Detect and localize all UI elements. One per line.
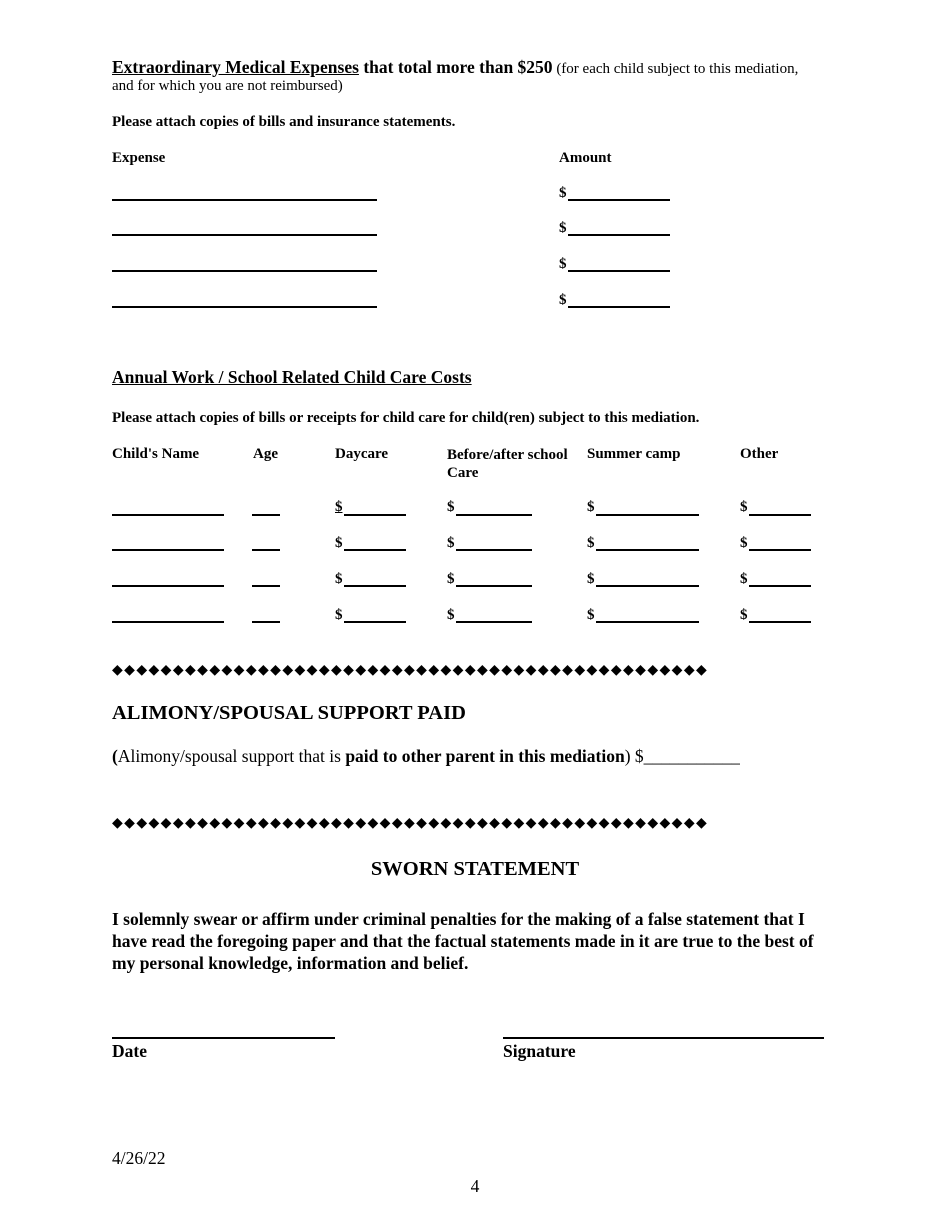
- before-after-field[interactable]: [456, 585, 532, 587]
- other-field[interactable]: [749, 514, 811, 516]
- currency-sign: $: [447, 499, 455, 515]
- amount-field[interactable]: [568, 234, 670, 236]
- currency-sign: $: [335, 607, 343, 623]
- currency-sign: $: [335, 535, 343, 551]
- before-after-field[interactable]: [456, 621, 532, 623]
- medical-heading: [112, 57, 852, 79]
- summer-camp-field[interactable]: [596, 585, 699, 587]
- sworn-body: I solemnly swear or affirm under criminal penalties for the making of a false statement that I have read the foregoing paper and that the factual statements made in it are true to the best of my personal knowledge, information and belief.: [112, 909, 814, 973]
- medical-note-2: and for which you are not reimbursed): [112, 78, 343, 94]
- date-label: Date: [112, 1041, 147, 1061]
- medical-title-rest: that total more than $250: [358, 57, 553, 77]
- currency-sign: $: [559, 256, 567, 272]
- amount-column-header: Amount: [559, 150, 612, 166]
- age-field[interactable]: [252, 514, 280, 516]
- child-name-field[interactable]: [112, 514, 224, 516]
- other-field[interactable]: [749, 549, 811, 551]
- currency-sign: $: [740, 499, 748, 515]
- expense-field[interactable]: [112, 234, 377, 236]
- before-after-header: [447, 446, 568, 482]
- currency-sign: $: [447, 607, 455, 623]
- age-field[interactable]: [252, 621, 280, 623]
- age-field[interactable]: [252, 549, 280, 551]
- revision-date: 4/26/22: [112, 1148, 166, 1168]
- currency-sign: $: [559, 185, 567, 201]
- expense-field[interactable]: [112, 306, 377, 308]
- daycare-field[interactable]: [344, 549, 406, 551]
- medical-attach-note: Please attach copies of bills and insurance statements.: [112, 114, 456, 130]
- currency-sign: $: [587, 571, 595, 587]
- before-after-header-line1: Before/after school: [447, 447, 568, 463]
- daycare-field[interactable]: [344, 514, 406, 516]
- amount-field[interactable]: [568, 270, 670, 272]
- amount-field[interactable]: [568, 199, 670, 201]
- child-name-field[interactable]: [112, 585, 224, 587]
- age-field[interactable]: [252, 585, 280, 587]
- summer-camp-header: Summer camp: [587, 446, 681, 462]
- alimony-text-bold: paid to other parent in this mediation: [345, 746, 625, 766]
- diamond-separator: ◆◆◆◆◆◆◆◆◆◆◆◆◆◆◆◆◆◆◆◆◆◆◆◆◆◆◆◆◆◆◆◆◆◆◆◆◆◆◆◆◆◆◆◆◆◆◆◆◆: [112, 663, 709, 678]
- currency-sign: $: [740, 607, 748, 623]
- daycare-field[interactable]: [344, 585, 406, 587]
- medical-title: Extraordinary Medical Expenses: [112, 57, 359, 77]
- currency-sign: $: [447, 571, 455, 587]
- currency-sign: $: [335, 499, 343, 515]
- before-after-field[interactable]: [456, 514, 532, 516]
- currency-sign: $: [587, 607, 595, 623]
- other-header: Other: [740, 446, 779, 462]
- child-name-header: Child's Name: [112, 446, 200, 462]
- alimony-statement: [112, 746, 740, 767]
- child-name-field[interactable]: [112, 621, 224, 623]
- childcare-heading: Annual Work / School Related Child Care Costs: [112, 367, 472, 387]
- before-after-header-line2: Care: [447, 465, 479, 481]
- currency-sign: $: [587, 535, 595, 551]
- summer-camp-field[interactable]: [596, 514, 699, 516]
- medical-note: (for each child subject to this mediation,: [552, 61, 799, 77]
- currency-sign: $: [587, 499, 595, 515]
- summer-camp-field[interactable]: [596, 549, 699, 551]
- date-field[interactable]: [112, 1037, 335, 1039]
- currency-sign: $: [559, 292, 567, 308]
- child-name-field[interactable]: [112, 549, 224, 551]
- childcare-attach-note: Please attach copies of bills or receipts for child care for child(ren) subject to this mediation.: [112, 410, 700, 426]
- diamond-separator: ◆◆◆◆◆◆◆◆◆◆◆◆◆◆◆◆◆◆◆◆◆◆◆◆◆◆◆◆◆◆◆◆◆◆◆◆◆◆◆◆◆◆◆◆◆◆◆◆◆: [112, 816, 709, 831]
- expense-field[interactable]: [112, 270, 377, 272]
- expense-column-header: Expense: [112, 150, 166, 166]
- amount-field[interactable]: [568, 306, 670, 308]
- summer-camp-field[interactable]: [596, 621, 699, 623]
- currency-sign: $: [335, 571, 343, 587]
- alimony-amount-field[interactable]: ) $___________: [624, 746, 740, 766]
- currency-sign: $: [740, 571, 748, 587]
- currency-sign: $: [559, 220, 567, 236]
- expense-field[interactable]: [112, 199, 377, 201]
- currency-sign: $: [447, 535, 455, 551]
- other-field[interactable]: [749, 621, 811, 623]
- before-after-field[interactable]: [456, 549, 532, 551]
- alimony-text-1: Alimony/spousal support that is: [117, 746, 346, 766]
- signature-field[interactable]: [503, 1037, 824, 1039]
- signature-label: Signature: [503, 1041, 576, 1061]
- currency-sign: $: [740, 535, 748, 551]
- alimony-open-paren: (: [112, 746, 118, 766]
- sworn-heading: SWORN STATEMENT: [370, 858, 580, 880]
- daycare-header: Daycare: [335, 446, 389, 462]
- daycare-field[interactable]: [344, 621, 406, 623]
- age-header: Age: [253, 446, 278, 462]
- page-number: 4: [470, 1176, 480, 1196]
- other-field[interactable]: [749, 585, 811, 587]
- alimony-heading: ALIMONY/SPOUSAL SUPPORT PAID: [112, 702, 466, 724]
